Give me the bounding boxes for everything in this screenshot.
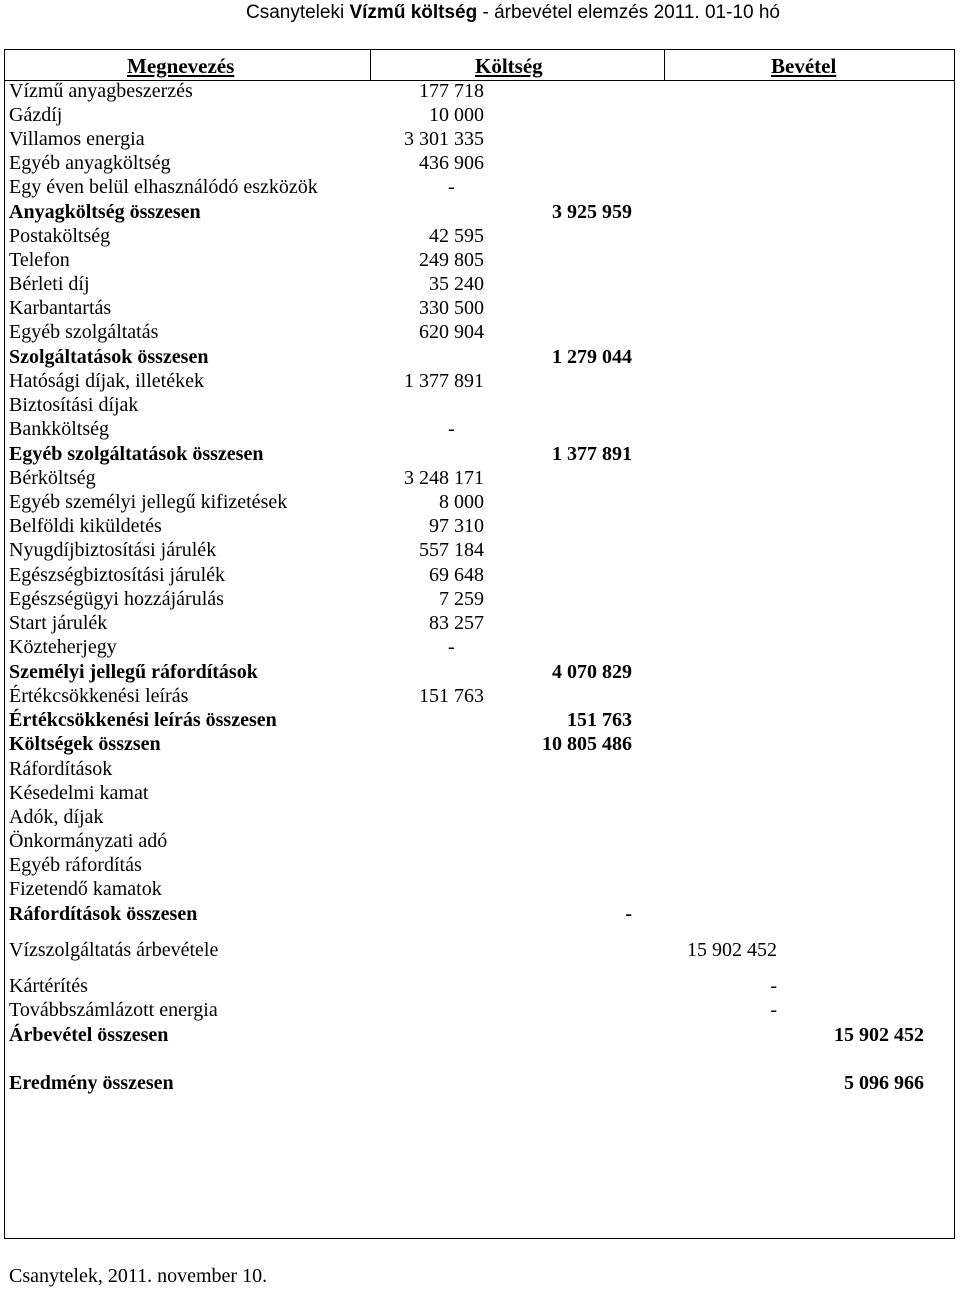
cost-item-value: 7 259 [439,588,484,610]
cost-subtotal-value: 10 805 486 [542,733,632,755]
table-row [5,369,954,393]
revenue-item-value: 15 902 452 [687,939,777,961]
row-label: Fizetendő kamatok [9,878,162,900]
row-label: Bérleti díj [9,273,90,295]
table-row [5,853,954,877]
table-row [5,587,954,611]
column-divider [370,50,371,81]
table-row [5,1071,954,1095]
cost-item-value: - [448,176,455,198]
cost-item-value: 3 301 335 [404,128,484,150]
table-row [5,175,954,199]
table-row [5,611,954,635]
row-label: Késedelmi kamat [9,782,149,804]
table-row [5,103,954,127]
row-label: Hatósági díjak, illetékek [9,370,204,392]
table-row [5,805,954,829]
row-label: Egy éven belül elhasználódó eszközök [9,176,318,198]
table-row [5,79,954,103]
row-label: Karbantartás [9,297,112,319]
revenue-item-value: - [770,975,777,997]
table-row [5,938,954,962]
cost-item-value: 83 257 [429,612,484,634]
cost-item-value: 249 805 [419,249,484,271]
row-label: Bankköltség [9,418,109,440]
cost-item-value: 3 248 171 [404,467,484,489]
row-label: Egészségügyi hozzájárulás [9,588,224,610]
row-label: Személyi jellegű ráfordítások [9,661,258,683]
cost-subtotal-value: 1 279 044 [552,346,632,368]
row-label: Nyugdíjbiztosítási járulék [9,539,217,561]
title-suffix: - árbevétel elemzés 2011. 01-10 hó [477,2,780,23]
table-row [5,684,954,708]
row-label: Postaköltség [9,225,111,247]
row-label: Szolgáltatások összesen [9,346,209,368]
table-row [5,757,954,781]
table-row [5,998,954,1022]
cost-item-value: 69 648 [429,564,484,586]
cost-item-value: 330 500 [419,297,484,319]
row-label: Gázdíj [9,104,63,126]
cost-subtotal-value: - [625,903,632,925]
table-row [5,877,954,901]
table-row [5,974,954,998]
revenue-item-value: - [770,999,777,1021]
table-row [5,417,954,441]
title-bold: Vízmű költség [349,2,478,23]
column-header-name: Megnevezés [127,54,235,78]
row-label: Bérköltség [9,467,96,489]
row-label: Értékcsökkenési leírás [9,685,189,707]
column-header-revenue: Bevétel [771,54,837,78]
column-divider [664,50,665,81]
revenue-total-value: 15 902 452 [834,1024,924,1046]
cost-item-value: 1 377 891 [404,370,484,392]
row-label: Egyéb ráfordítás [9,854,142,876]
cost-item-value: 557 184 [419,539,484,561]
table-row [5,200,954,224]
row-label: Értékcsökkenési leírás összesen [9,709,277,731]
row-label: Biztosítási díjak [9,394,139,416]
row-label: Start járulék [9,612,108,634]
row-label: Önkormányzati adó [9,830,168,852]
table-row [5,1023,954,1047]
cost-item-value: - [448,636,455,658]
row-label: Vízszolgáltatás árbevétele [9,939,219,961]
table-row [5,345,954,369]
revenue-total-value: 5 096 966 [844,1072,924,1094]
table-row [5,538,954,562]
row-label: Árbevétel összesen [9,1024,169,1046]
table-row [5,514,954,538]
table-row [5,490,954,514]
row-label: Egyéb szolgáltatás [9,321,159,343]
cost-subtotal-value: 4 070 829 [552,661,632,683]
cost-revenue-table [4,49,955,1239]
row-label: Anyagköltség összesen [9,201,201,223]
table-row [5,151,954,175]
row-label: Közteherjegy [9,636,117,658]
footer-place-date: Csanytelek, 2011. november 10. [9,1265,268,1287]
table-row [5,393,954,417]
cost-item-value: 42 595 [429,225,484,247]
table-row [5,224,954,248]
title-prefix: Csanyteleki [245,2,350,23]
cost-item-value: - [448,418,455,440]
table-row [5,635,954,659]
table-row [5,781,954,805]
table-row [5,563,954,587]
row-label: Vízmű anyagbeszerzés [9,80,193,102]
cost-item-value: 620 904 [419,321,484,343]
table-row [5,442,954,466]
table-row [5,902,954,926]
table-row [5,320,954,344]
row-label: Egészségbiztosítási járulék [9,564,226,586]
table-row [5,127,954,151]
row-label: Belföldi kiküldetés [9,515,162,537]
cost-item-value: 8 000 [439,491,484,513]
row-label: Kártérítés [9,975,88,997]
row-label: Eredmény összesen [9,1072,174,1094]
table-row [5,660,954,684]
column-header-cost: Költség [475,54,543,78]
cost-item-value: 35 240 [429,273,484,295]
row-label: Költségek összsen [9,733,161,755]
row-label: Ráfordítások [9,758,113,780]
row-label: Villamos energia [9,128,145,150]
table-row [5,248,954,272]
row-label: Egyéb személyi jellegű kifizetések [9,491,288,513]
table-row [5,466,954,490]
cost-subtotal-value: 3 925 959 [552,201,632,223]
table-row [5,829,954,853]
cost-item-value: 151 763 [419,685,484,707]
table-row [5,296,954,320]
row-label: Továbbszámlázott energia [9,999,218,1021]
row-label: Egyéb szolgáltatások összesen [9,443,264,465]
cost-item-value: 97 310 [429,515,484,537]
cost-item-value: 177 718 [419,80,484,102]
cost-item-value: 436 906 [419,152,484,174]
table-row [5,732,954,756]
document-title [246,2,780,24]
table-row [5,708,954,732]
table-row [5,272,954,296]
row-label: Egyéb anyagköltség [9,152,171,174]
row-label: Ráfordítások összesen [9,903,198,925]
cost-subtotal-value: 151 763 [567,709,632,731]
row-label: Telefon [9,249,70,271]
row-label: Adók, díjak [9,806,104,828]
cost-item-value: 10 000 [429,104,484,126]
cost-subtotal-value: 1 377 891 [552,443,632,465]
